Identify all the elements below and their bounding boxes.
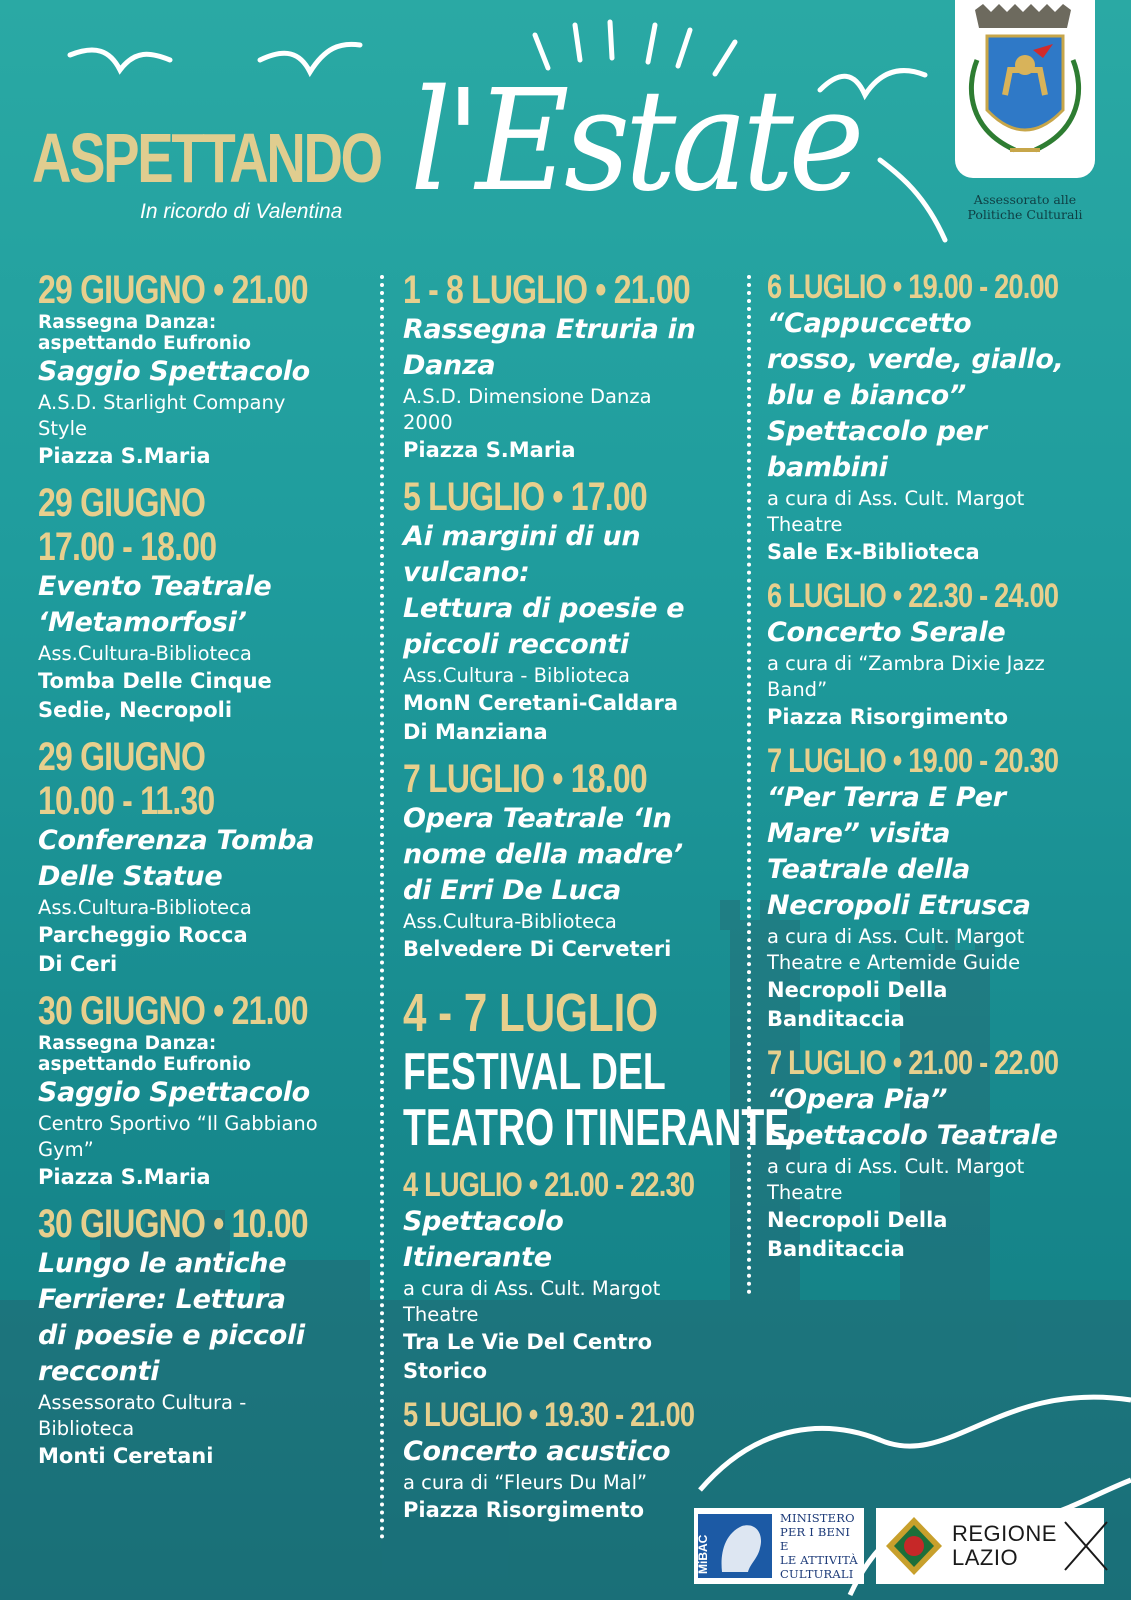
event-category: aspettando Eufronio [38,1054,251,1075]
event-title: Saggio Spettacolo [38,1077,310,1108]
event-organizer: Style [38,417,87,440]
event-title: Spettacolo [403,1206,564,1237]
event-location: Di Ceri [38,952,118,976]
event-organizer: A.S.D. Dimensione Danza [403,385,652,408]
event-title: Mare” visita [767,818,951,849]
event-entry [38,735,368,979]
lazio-text-line: LAZIO [952,1545,1019,1570]
event-entry [767,268,1117,567]
event-entry [38,268,368,471]
event-entry [767,577,1117,732]
festival-title: FESTIVAL DEL [403,1043,666,1101]
event-date: 6 LUGLIO • 19.00 - 20.00 [767,268,1059,306]
event-location: Piazza S.Maria [38,444,211,468]
municipal-crest [955,0,1095,178]
event-title: recconti [38,1356,160,1387]
event-organizer: a cura di Ass. Cult. Margot [767,1155,1025,1178]
event-organizer: Theatre [403,1303,479,1326]
event-entry [767,1044,1117,1264]
event-title: Itinerante [403,1242,552,1273]
lazio-text-line: REGIONE [952,1521,1057,1546]
event-organizer: a cura di “Fleurs Du Mal” [403,1471,648,1494]
festival-title: TEATRO ITINERANTE [403,1099,790,1157]
event-organizer: Ass.Cultura-Biblioteca [38,896,252,919]
event-organizer: A.S.D. Starlight Company [38,391,286,414]
event-organizer: Ass.Cultura-Biblioteca [38,642,252,665]
event-location: Parcheggio Rocca [38,923,248,947]
mibac-text [780,1511,860,1581]
event-date: 30 GIUGNO • 10.00 [38,1202,308,1246]
event-title: Ai margini di un [403,521,641,552]
event-location: Piazza Risorgimento [767,705,1009,729]
crest-caption-line: Politiche Culturali [967,207,1083,222]
event-date: 4 LUGLIO • 21.00 - 22.30 [403,1166,695,1204]
event-title: Delle Statue [38,861,223,892]
event-title: di Erri De Luca [403,875,621,906]
event-entry [403,268,743,465]
event-title: vulcano: [403,557,530,588]
event-title: Lettura di poesie e [403,593,685,624]
event-title: bambini [767,452,888,483]
event-organizer: Theatre [767,513,843,536]
mibac-text-line: LE ATTIVITÀ [780,1553,858,1567]
event-entry [38,481,368,725]
event-title: piccoli recconti [403,629,629,660]
event-category: aspettando Eufronio [38,333,251,354]
event-organizer: Assessorato Cultura - [38,1391,247,1414]
event-location: Necropoli Della [767,1208,948,1232]
event-title: Conferenza Tomba [38,825,315,856]
script-title: l'Estate [410,60,860,223]
event-date: 7 LUGLIO • 21.00 - 22.00 [767,1044,1059,1082]
event-title: Danza [403,350,496,381]
event-organizer: Centro Sportivo “Il Gabbiano [38,1112,318,1135]
event-location: Monti Ceretani [38,1444,214,1468]
events-column-1 [38,268,368,1481]
event-organizer: a cura di “Zambra Dixie Jazz [767,652,1045,675]
column-divider [380,275,384,1540]
event-organizer: 2000 [403,411,453,434]
crest-icon [955,0,1095,178]
mibac-vertical-text: MiBAC [696,1534,710,1574]
event-organizer: a cura di Ass. Cult. Margot [403,1277,661,1300]
regione-lazio-logo [876,1508,1104,1584]
event-title: Necropoli Etrusca [767,890,1031,921]
mibac-text-line: CULTURALI [780,1567,854,1581]
event-title: “Cappuccetto [767,308,972,339]
event-organizer: Theatre [767,1181,843,1204]
event-category: Rassegna Danza: [38,312,217,333]
festival-header [403,982,790,1157]
event-location: Banditaccia [767,1007,905,1031]
lazio-x-icon [1063,1516,1109,1576]
event-date: 29 GIUGNO [38,481,206,525]
poster-title: ASPETTANDO [32,119,381,197]
events-column-3 [767,268,1117,1274]
event-location: Piazza Risorgimento [403,1498,645,1522]
event-title: Rassegna Etruria in [403,314,696,345]
mibac-head-icon [698,1514,772,1578]
event-title: “Per Terra E Per [767,782,1006,813]
event-location: Belvedere Di Cerveteri [403,937,672,961]
event-location: Piazza S.Maria [38,1165,211,1189]
event-time: 10.00 - 11.30 [38,779,215,823]
event-date: 5 LUGLIO • 19.30 - 21.00 [403,1396,695,1434]
event-location: Tomba Delle Cinque [38,669,272,693]
event-category: Rassegna Danza: [38,1033,217,1054]
event-organizer: Gym” [38,1138,94,1161]
event-location: Necropoli Della [767,978,948,1002]
event-date: 29 GIUGNO • 21.00 [38,268,308,312]
event-date: 5 LUGLIO • 17.00 [403,475,647,519]
event-entry [403,757,743,964]
event-title: Spettacolo Teatrale [767,1120,1058,1151]
event-location: Sale Ex-Biblioteca [767,540,980,564]
poster-subtitle: In ricordo di Valentina [140,200,343,223]
event-title: Saggio Spettacolo [38,356,310,387]
event-title: “Opera Pia” [767,1084,948,1115]
event-entry [403,475,743,747]
event-organizer: Theatre e Artemide Guide [767,951,1021,974]
event-title: nome della madre’ [403,839,683,870]
event-entry [38,989,368,1192]
event-location: Piazza S.Maria [403,438,576,462]
event-entry [767,742,1117,1034]
crest-caption-line: Assessorato alle [973,192,1077,207]
crest-caption [940,192,1110,222]
event-entry [403,1396,743,1525]
event-organizer: Biblioteca [38,1417,135,1440]
event-title: Concerto Serale [767,617,1006,648]
event-location: Sedie, Necropoli [38,698,233,722]
event-organizer: Ass.Cultura-Biblioteca [403,910,617,933]
event-title: Opera Teatrale ‘In [403,803,672,834]
event-date: 6 LUGLIO • 22.30 - 24.00 [767,577,1059,615]
event-location: Storico [403,1359,488,1383]
event-title: Ferriere: Lettura [38,1284,286,1315]
event-title: blu e bianco” [767,380,966,411]
mibac-logo [694,1508,864,1584]
event-location: MonN Ceretani-Caldara [403,691,678,715]
event-title: Spettacolo per [767,416,987,447]
event-location: Banditaccia [767,1237,905,1261]
lazio-emblem-icon [884,1515,944,1577]
event-organizer: a cura di Ass. Cult. Margot [767,925,1025,948]
event-title: Evento Teatrale [38,571,272,602]
mibac-text-line: MINISTERO [780,1511,855,1525]
event-location: Di Manziana [403,720,548,744]
festival-date: 4 - 7 LUGLIO [403,983,659,1043]
event-title: di poesie e piccoli [38,1320,305,1351]
event-organizer: Ass.Cultura - Biblioteca [403,664,630,687]
event-date: 7 LUGLIO • 19.00 - 20.30 [767,742,1059,780]
event-time: 17.00 - 18.00 [38,525,217,569]
event-date: 30 GIUGNO • 21.00 [38,989,308,1033]
event-organizer: a cura di Ass. Cult. Margot [767,487,1025,510]
event-date: 29 GIUGNO [38,735,206,779]
lazio-text [952,1522,1057,1570]
event-title: rosso, verde, giallo, [767,344,1064,375]
event-entry [38,1202,368,1471]
event-title: Lungo le antiche [38,1248,287,1279]
event-entry [403,1166,743,1386]
events-column-2 [403,268,790,1535]
event-title: Teatrale della [767,854,971,885]
event-location: Tra Le Vie Del Centro [403,1330,653,1354]
event-title: Concerto acustico [403,1436,671,1467]
mibac-text-line: PER I BENI E [780,1525,851,1553]
event-date: 7 LUGLIO • 18.00 [403,757,647,801]
event-title: ‘Metamorfosi’ [38,607,247,638]
event-organizer: Band” [767,678,828,701]
event-date: 1 - 8 LUGLIO • 21.00 [403,268,690,312]
